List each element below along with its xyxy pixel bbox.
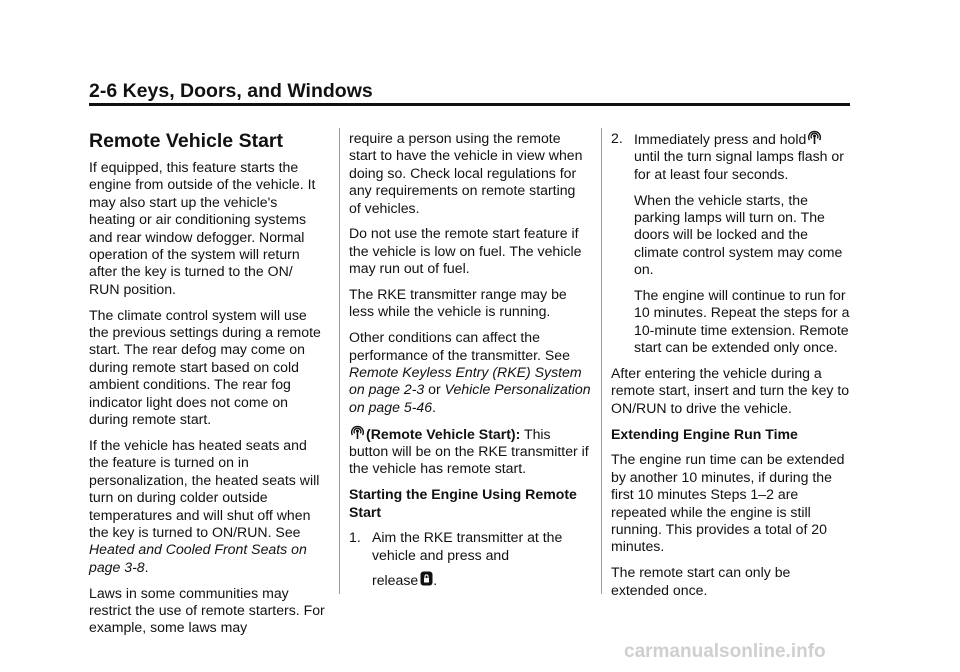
step-item: [611, 130, 851, 357]
paragraph: The climate control system will use the previous settings during a remote start. The rear defog may come on during remote start based on cold ambient conditions. The rear fog indicator light does not come on during remote start.: [89, 306, 321, 428]
cross-reference-link[interactable]: Heated and Cooled Front Seats on page 3-8: [89, 541, 307, 575]
column-divider: [601, 128, 602, 594]
paragraph-text: .: [433, 571, 438, 588]
paragraph-text: until the turn signal lamps flash or for at least four seconds.: [634, 148, 844, 182]
paragraph: The engine run time can be extended by another 10 minutes, if during the first 10 minutes Steps 1–2 are repeated while the engine is still running. This provides a total of 20 minutes.: [611, 451, 845, 555]
column-divider: [339, 128, 340, 594]
paragraph-text: Immediately press and hold: [634, 131, 807, 147]
paragraph-text: Other conditions can affect the performance of the transmitter. See: [349, 329, 570, 363]
button-label: (Remote Vehicle Start):: [366, 425, 521, 442]
paragraph-text: This button will be on the RKE transmitter if the vehicle has remote start.: [349, 425, 589, 477]
step-number: 1.: [349, 529, 361, 546]
paragraph: require a person using the remote start to have the vehicle in view when doing so. Check local regulations for any requirements on remote starting of vehicles.: [349, 130, 583, 216]
step-number: 2.: [611, 130, 623, 146]
paragraph-text: .: [144, 558, 149, 575]
step-item: [349, 529, 591, 589]
paragraph: If equipped, this feature starts the engine from outside of the vehicle. It may also start up the vehicle's heating or air conditioning systems and rear window defogger. Normal operation of the system will return after the key is turned to the ON/ RUN position.: [89, 159, 316, 297]
step-text: [634, 130, 851, 183]
paragraph: [349, 329, 591, 416]
remote-start-icon: [351, 425, 364, 440]
step-text: [372, 529, 591, 564]
paragraph: Do not use the remote start feature if the vehicle is low on fuel. The vehicle may run out of fuel.: [349, 225, 582, 277]
paragraph-text: or: [424, 381, 445, 398]
paragraph-text: .: [432, 398, 436, 415]
paragraph-text: If the vehicle has heated seats and the feature is turned on in personalization, the heated seats will turn on during colder outside temperatures and will shut off when the key is turned to ON/RUN. See: [89, 436, 320, 540]
subheading: Extending Engine Run Time: [611, 425, 798, 442]
paragraph-text: release: [372, 571, 419, 588]
subheading: Starting the Engine Using Remote Start: [349, 486, 577, 520]
cross-reference-link[interactable]: Vehicle Personalization on page 5-46: [349, 381, 591, 415]
paragraph: After entering the vehicle during a remote start, insert and turn the key to ON/RUN to drive the vehicle.: [611, 365, 850, 416]
column-3: [611, 130, 851, 607]
header-rule: [89, 103, 850, 106]
cross-reference-link[interactable]: Remote Keyless Entry (RKE) System on page 2-3: [349, 364, 582, 398]
paragraph: [349, 425, 591, 478]
step-text: [372, 571, 591, 589]
paragraph: The remote start can only be extended once.: [611, 564, 791, 598]
paragraph: Laws in some communities may restrict the use of remote starters. For example, some laws may: [89, 584, 325, 636]
page-title: 2-6 Keys, Doors, and Windows: [89, 80, 373, 102]
paragraph: The RKE transmitter range may be less while the vehicle is running.: [349, 286, 567, 320]
column-1: [89, 130, 327, 645]
lock-icon: [420, 571, 433, 586]
step-text: When the vehicle starts, the parking lamps will turn on. The doors will be locked and the climate control system may come on.: [634, 191, 843, 278]
watermark: carmanualsonline.info: [624, 641, 826, 662]
paragraph: [89, 437, 327, 576]
section-heading: Remote Vehicle Start: [89, 130, 283, 152]
column-2: [349, 130, 591, 597]
step-text: The engine will continue to run for 10 minutes. Repeat the steps for a 10-minute time extension. Remote start can be extended only once.: [634, 287, 850, 356]
remote-start-icon: [808, 130, 821, 145]
page-header: [89, 80, 850, 108]
paragraph-text: Aim the RKE transmitter at the vehicle and press and: [372, 529, 563, 563]
